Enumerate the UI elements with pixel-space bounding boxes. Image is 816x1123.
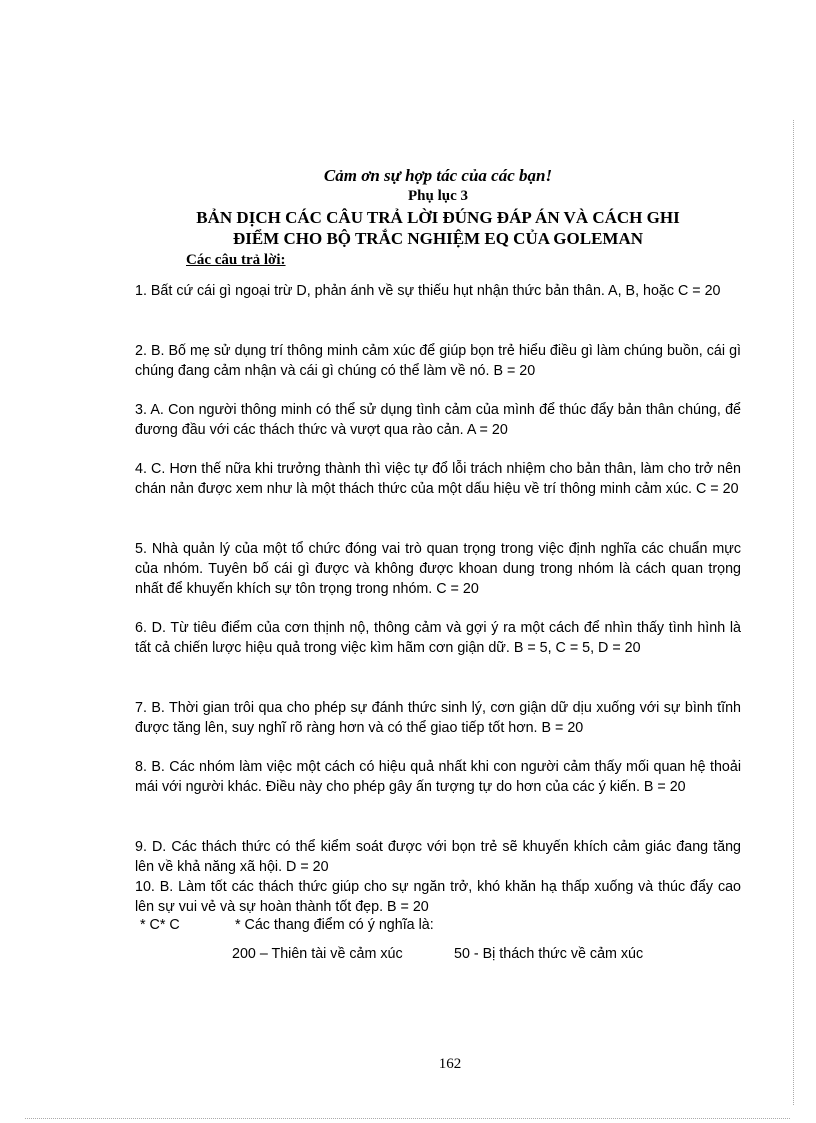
heading-line-1: BẢN DỊCH CÁC CÂU TRẢ LỜI ĐÚNG ĐÁP ÁN VÀ CÁCH GHI (196, 208, 680, 227)
answer-item-9: 9. D. Các thách thức có thể kiểm soát được với bọn trẻ sẽ khuyến khích cảm giác đang tăng lên về khả năng xã hội. D = 20 (135, 839, 741, 875)
answer-item-8: 8. B. Các nhóm làm việc một cách có hiệu quả nhất khi con người cảm thấy mối quan hệ thoải mái với người khác. Điều này cho phép gây ấn tượng tự do hơn của các ý kiến. B = 20 (135, 759, 741, 795)
answer-item-1: 1. Bất cứ cái gì ngoại trừ D, phản ánh về sự thiếu hụt nhận thức bản thân. A, B, hoặc C = 20 (135, 283, 721, 299)
page-edge-right (793, 120, 794, 1105)
score-marker: * C* C (140, 917, 180, 933)
page-edge-bottom (25, 1118, 790, 1119)
answer-item-4: 4. C. Hơn thế nữa khi trưởng thành thì việc tự đổ lỗi trách nhiệm cho bản thân, làm cho trở nên chán nản được xem như là một thách thức của một dấu hiệu về trí thông minh cảm xúc. C = 20 (135, 461, 741, 497)
scale-high: 200 – Thiên tài về cảm xúc (232, 946, 403, 962)
answer-item-5: 5. Nhà quản lý của một tổ chức đóng vai trò quan trọng trong việc định nghĩa các chuẩn mực của nhóm. Tuyên bố cái gì được và không được khoan dung trong nhóm là cách quan trọng nhất để khuyến khích sự tôn trọng trong nhóm. C = 20 (135, 541, 741, 597)
answers-label: Các câu trả lời: (186, 252, 286, 268)
answer-item-7: 7. B. Thời gian trôi qua cho phép sự đánh thức sinh lý, cơn giận dữ dịu xuống với sự bình tĩnh được tăng lên, suy nghĩ rõ ràng hơn và có thể giao tiếp tốt hơn. B = 20 (135, 700, 741, 736)
answer-item-3: 3. A. Con người thông minh có thể sử dụng tình cảm của mình để thúc đẩy bản thân chúng, để đương đầu với các thách thức và vượt qua rào cản. A = 20 (135, 402, 741, 438)
answer-item-2: 2. B. Bố mẹ sử dụng trí thông minh cảm xúc để giúp bọn trẻ hiểu điều gì làm chúng buồn, cái gì chúng đang cảm nhận và cái gì chúng có thể làm về nó. B = 20 (135, 343, 741, 379)
section-heading (130, 207, 746, 249)
scale-low: 50 - Bị thách thức về cảm xúc (454, 946, 644, 962)
appendix-label: Phụ lục 3 (407, 188, 468, 204)
answer-item-6: 6. D. Từ tiêu điểm của cơn thịnh nộ, thông cảm và gợi ý ra một cách để nhìn thấy tình hình là tất cả chiến lược hiệu quả trong việc kìm hãm cơn giận dữ. B = 5, C = 5, D = 20 (135, 620, 741, 656)
heading-line-2: ĐIỂM CHO BỘ TRẮC NGHIỆM EQ CỦA GOLEMAN (232, 229, 644, 248)
thanks-line: Cảm ơn sự hợp tác của các bạn! (323, 166, 553, 185)
answer-item-10: 10. B. Làm tốt các thách thức giúp cho sự ngăn trở, khó khăn hạ thấp xuống và thúc đẩy cao lên sự vui vẻ và sự hoàn thành tốt đẹp. B = 20 (135, 879, 741, 915)
page-number: 162 (438, 1056, 462, 1072)
scale-intro: * Các thang điểm có ý nghĩa là: (235, 917, 434, 933)
